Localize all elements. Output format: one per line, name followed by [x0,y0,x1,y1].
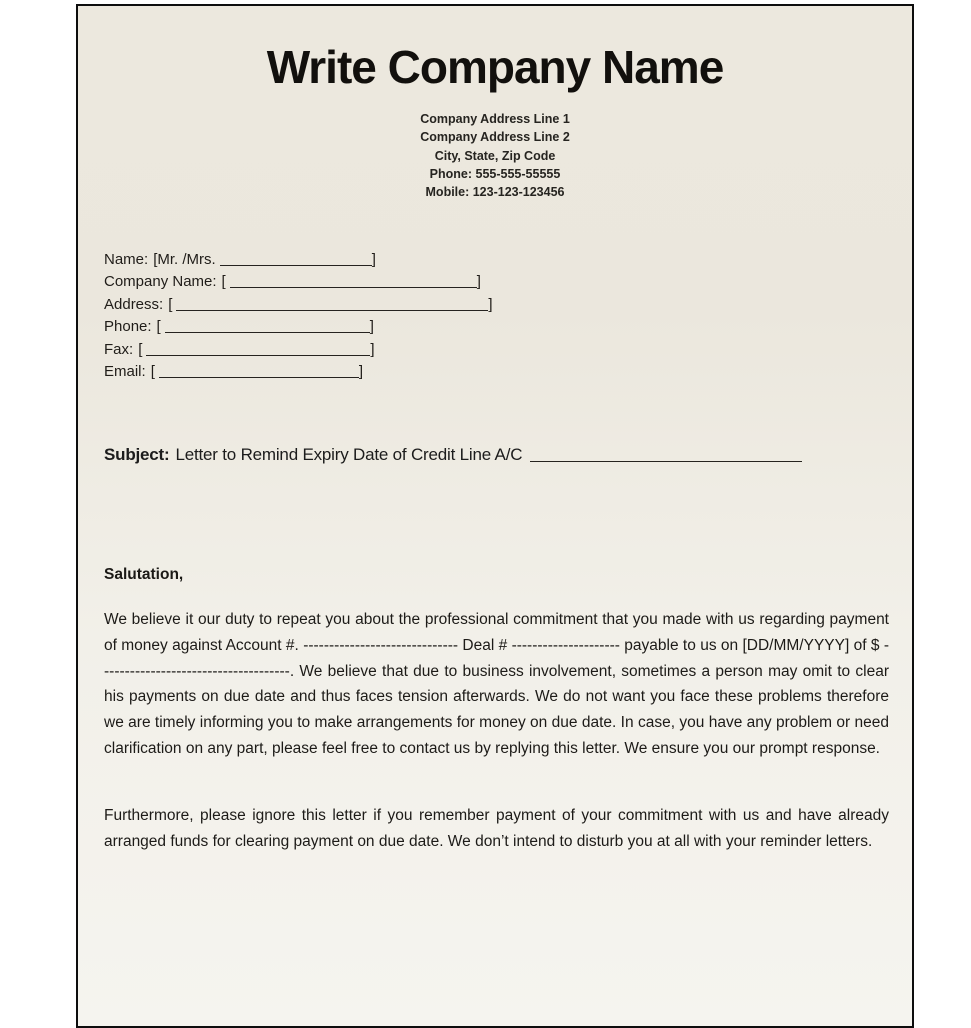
name-field-close-bracket: ] [371,251,376,268]
fax-field-label: Fax: [104,340,134,358]
body-paragraph-2: Furthermore, please ignore this letter if you remember payment of your commitment with us and have already arranged funds for clearing payment on due date. We don’t intend to disturb you at all with your reminder letters. [104,807,889,850]
phone-field-label: Phone: [104,318,152,336]
phone-field-open-bracket: [ [156,318,161,336]
field-row-phone [104,316,493,338]
name-field-label: Name: [104,251,149,268]
phone-field-close-bracket: ] [369,318,374,336]
company-name-field-label: Company Name: [104,273,217,291]
fax-field-blank-line[interactable] [146,350,370,356]
name-field-blank-line[interactable] [220,260,372,266]
subject-label: Subject: [104,445,170,464]
company-address-line-2: Company Address Line 2 [420,130,570,145]
field-row-fax [104,339,493,361]
field-row-name [104,249,493,271]
email-field-label: Email: [104,363,146,381]
fax-field-open-bracket: [ [138,340,143,358]
address-field-open-bracket: [ [168,295,173,313]
letter-page [76,4,914,1028]
company-phone-line: Phone: 555-555-55555 [429,166,561,181]
salutation: Salutation, [104,566,184,583]
email-field-open-bracket: [ [150,363,155,381]
body-paragraph-1: We believe it our duty to repeat you about the professional commitment that you made with us regarding payment of money against Account #. ------------------------------ Deal # --------------------- payable to us on [DD/MM/YYYY] of $ -------------------------------------. We believe that due to business involvement, sometimes a person may omit to clear his payments on due date and thus faces tension afterwards. We do not want you face these problems therefore we are timely informing you to make arrangements for money on due date. In case, you have any problem or need clarification on any part, please feel free to contact us by replying this letter. We ensure you our prompt response. [104,611,889,757]
subject-line [104,445,889,465]
phone-field-blank-line[interactable] [165,327,370,333]
company-name-field-close-bracket: ] [476,273,481,291]
address-field-blank-line[interactable] [176,305,488,311]
recipient-fields-block [104,249,493,383]
subject-text: Letter to Remind Expiry Date of Credit Line A/C [175,445,523,464]
field-row-email [104,361,493,383]
company-address-block [78,110,912,201]
subject-blank-line[interactable] [530,456,802,462]
fax-field-close-bracket: ] [370,340,375,358]
company-name-field-open-bracket: [ [221,273,226,291]
company-address-line-3: City, State, Zip Code [434,148,556,163]
company-name-field-blank-line[interactable] [230,282,477,288]
company-name-title: Write Company Name [266,41,724,93]
company-mobile-line: Mobile: 123-123-123456 [425,185,565,200]
company-address-line-1: Company Address Line 1 [420,112,570,126]
address-field-close-bracket: ] [488,295,493,313]
address-field-label: Address: [104,295,164,313]
field-row-address [104,294,493,316]
name-field-open-bracket: [Mr. /Mrs. [153,251,216,268]
email-field-close-bracket: ] [358,363,364,381]
email-field-blank-line[interactable] [159,372,359,378]
field-row-company-name [104,271,493,293]
